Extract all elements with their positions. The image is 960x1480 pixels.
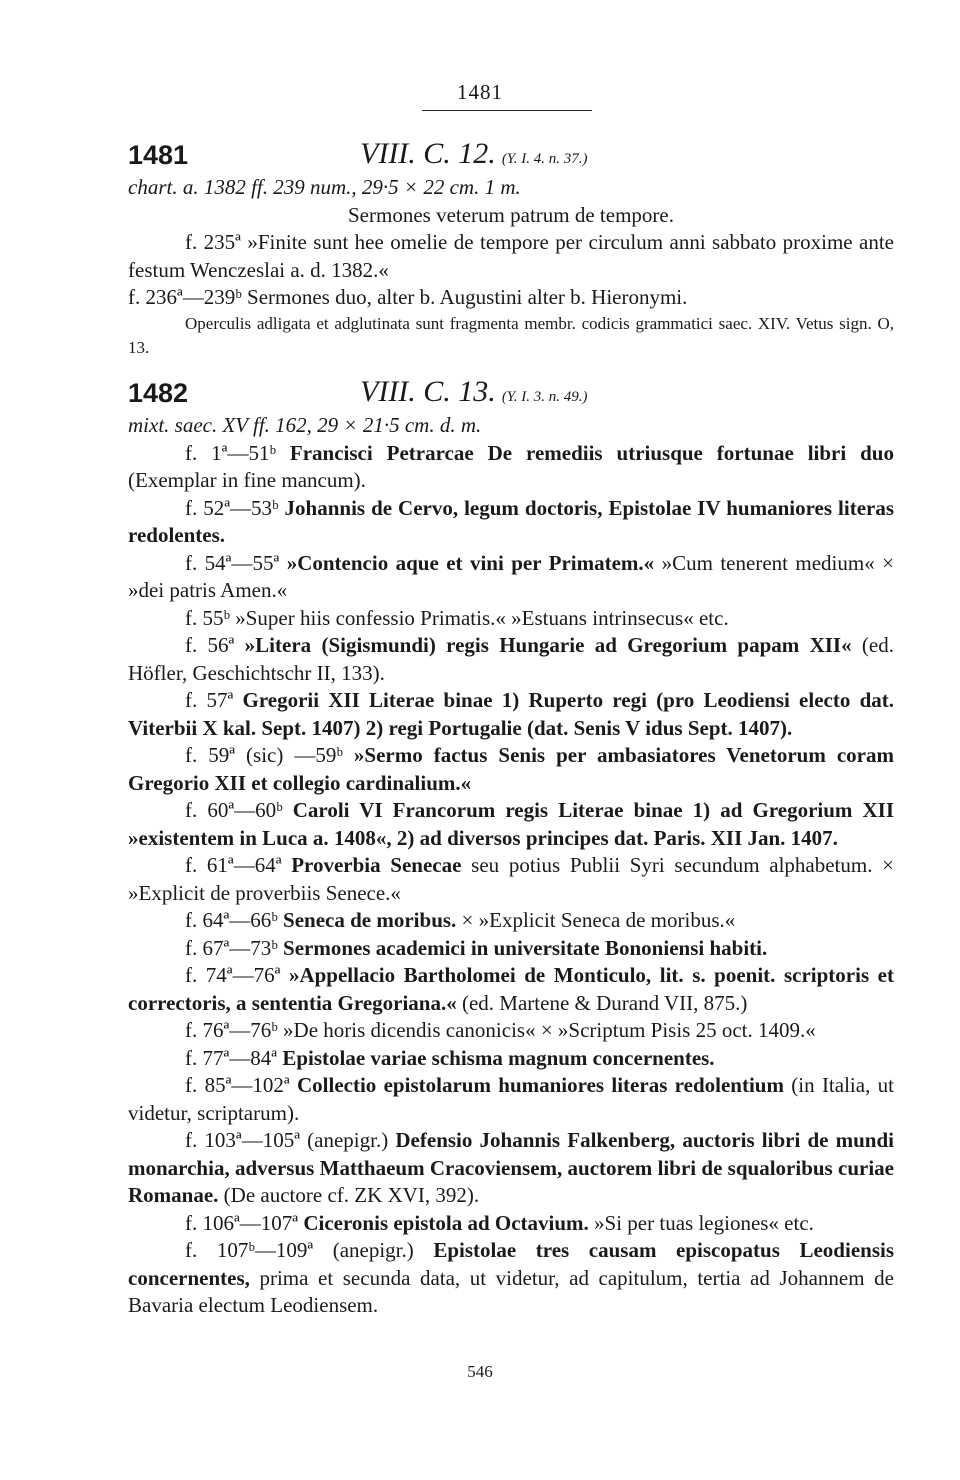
entry-number: 1481 xyxy=(128,140,189,170)
folio-range: f. 56ª xyxy=(185,633,235,657)
folio-range: f. 55ᵇ xyxy=(185,605,230,630)
physical-description: chart. a. 1382 ff. 239 num., 29·5 × 22 cm. 1 m. xyxy=(128,175,521,199)
contents-item xyxy=(128,440,894,495)
entry-header xyxy=(128,375,894,412)
item-title: Collectio epistolarum humaniores literas redolentium xyxy=(296,1073,784,1097)
colophon-line: f. 235ª »Finite sunt hee omelie de tempore per circulum anni sabbato proxime ante festum Wenczeslai a. d. 1382.« xyxy=(128,230,894,282)
item-title: Epistolae tres causam episcopatus Leodiensis concernentes, xyxy=(128,1238,895,1290)
folio-range: f. 76ª—76ᵇ xyxy=(185,1018,278,1042)
folio-range: f. 107ᵇ—109ª (anepigr.) xyxy=(185,1238,414,1262)
item-note: seu potius Publii Syri secundum alphabetum. × »Explicit de proverbiis Senece.« xyxy=(128,853,894,905)
folio-range: f. 74ª—76ª xyxy=(185,963,281,987)
contents-list xyxy=(128,440,894,1320)
contents-item xyxy=(128,605,894,633)
shelfmark: VIII. C. 13. (Y. I. 3. n. 49.) xyxy=(360,375,588,408)
item-title: Gregorii XII Literae binae 1) Ruperto regi (pro Leodiensi electo dat. Viterbii X kal. Sept. 1407) 2) regi Portugalie (dat. Senis V idus Sept. 1407). xyxy=(128,688,894,740)
physical-description: mixt. saec. XV ff. 162, 29 × 21·5 cm. d. m. xyxy=(128,413,482,437)
item-title: Sermones academici in universitate Bononiensi habiti. xyxy=(283,935,768,960)
item-title: Johannis de Cervo, legum doctoris, Epistolae IV humaniores literas redolentes. xyxy=(128,495,895,547)
running-head: 1481 xyxy=(457,80,503,104)
contents-item xyxy=(128,550,894,605)
item-note: (Exemplar in fine mancum). xyxy=(128,468,366,492)
item-note: × »Explicit Seneca de moribus.« xyxy=(456,908,736,932)
folio-range: f. 64ª—66ᵇ xyxy=(185,908,278,932)
contents-item xyxy=(128,1045,894,1073)
old-signature: (Y. I. 3. n. 49.) xyxy=(501,389,588,405)
folio-range: f. 54ª—55ª xyxy=(185,550,280,575)
folio-range: f. 57ª xyxy=(185,688,234,712)
item-title: »Appellacio Bartholomei de Monticulo, lit. s. poenit. scriptoris et correctoris, a sententia Gregoriana.« xyxy=(128,963,894,1015)
item-title: Seneca de moribus. xyxy=(283,908,457,932)
item-note: (De auctore cf. ZK XVI, 392). xyxy=(218,1183,480,1207)
item-note: »Super hiis confessio Primatis.« »Estuans intrinsecus« etc. xyxy=(235,605,729,630)
item-title: Defensio Johannis Falkenberg, auctoris libri de mundi monarchia, adversus Matthaeum Cracoviensem, auctorem libri de squaloribus curiae Romanae. xyxy=(128,1128,895,1207)
folio-range: f. 85ª—102ª xyxy=(185,1073,290,1097)
contents-item xyxy=(128,852,894,907)
item-title: Caroli VI Francorum regis Literae binae 1) ad Gregorium XII »existentem in Luca a. 1408«, 2) ad diversos principes dat. Paris. XII Jan. 1407. xyxy=(128,798,895,850)
contents-item xyxy=(128,935,894,963)
contents-item xyxy=(128,1017,894,1045)
item-note: »De horis dicendis canonicis« × »Scriptum Pisis 25 oct. 1409.« xyxy=(283,1018,816,1042)
contents-item xyxy=(128,907,894,935)
old-signature: (Y. I. 4. n. 37.) xyxy=(501,151,588,167)
item-note: (ed. Höfler, Geschichtschr II, 133). xyxy=(128,633,894,685)
folio-range: f. 106ª—107ª xyxy=(185,1210,299,1235)
item-note: (ed. Martene & Durand VII, 875.) xyxy=(456,990,748,1015)
contents-item xyxy=(128,1127,894,1210)
header-rule xyxy=(422,110,592,111)
contents-item xyxy=(128,1072,894,1127)
item-title: Francisci Petrarcae De remediis utriusque fortunae libri duo xyxy=(289,440,894,465)
item-title: Proverbia Senecae xyxy=(291,853,462,877)
contents-item xyxy=(128,632,894,687)
contents-item xyxy=(128,1210,894,1238)
entry-header xyxy=(128,137,894,174)
item-note: »Cum tenerent medium« × »dei patris Amen.« xyxy=(128,550,894,602)
contents-item xyxy=(128,687,894,742)
entry-1481 xyxy=(128,137,894,360)
item-note: prima et secunda data, ut videtur, ad capitulum, tertia ad Johannem de Bavaria electum Leodiensem. xyxy=(128,1265,894,1317)
folio-range: f. 67ª—73ᵇ xyxy=(185,935,278,960)
contents-item xyxy=(128,742,894,797)
item-title: »Litera (Sigismundi) regis Hungarie ad Gregorium papam XII« xyxy=(244,633,852,657)
item-title: »Sermo factus Senis per ambasiatores Venetorum coram Gregorio XII et collegio cardinalium.« xyxy=(128,743,894,795)
folio-range: f. 60ª—60ᵇ xyxy=(185,798,283,822)
page-number: 546 xyxy=(467,1362,493,1381)
entry-1482 xyxy=(128,375,895,1320)
contents-item xyxy=(128,495,894,550)
item-title: »Contencio aque et vini per Primatem.« xyxy=(286,550,655,575)
codex-title: Sermones veterum patrum de tempore. xyxy=(348,202,674,227)
item-title: Ciceronis epistola ad Octavium. xyxy=(303,1210,589,1235)
folio-range: f. 103ª—105ª (anepigr.) xyxy=(185,1128,389,1152)
shelfmark: VIII. C. 12. (Y. I. 4. n. 37.) xyxy=(360,137,588,170)
folio-range: f. 77ª—84ª xyxy=(185,1045,278,1070)
contents-line: f. 236ª—239ᵇ Sermones duo, alter b. Augustini alter b. Hieronymi. xyxy=(128,285,688,309)
contents-item xyxy=(128,1237,894,1320)
contents-item xyxy=(128,797,894,852)
contents-item xyxy=(128,962,894,1017)
folio-range: f. 1ª—51ᵇ xyxy=(185,440,276,465)
binding-note: Operculis adligata et adglutinata sunt fragmenta membr. codicis grammatici saec. XIV. Vetus sign. O, 13. xyxy=(128,313,894,357)
item-note: »Si per tuas legiones« etc. xyxy=(588,1210,814,1235)
item-note: (in Italia, ut videtur, scriptarum). xyxy=(128,1073,894,1125)
entry-number: 1482 xyxy=(128,378,189,408)
item-title: Epistolae variae schisma magnum concernentes. xyxy=(282,1045,715,1070)
folio-range: f. 52ª—53ᵇ xyxy=(185,495,279,520)
folio-range: f. 61ª—64ª xyxy=(185,853,282,877)
folio-range: f. 59ª (sic) —59ᵇ xyxy=(185,743,343,767)
